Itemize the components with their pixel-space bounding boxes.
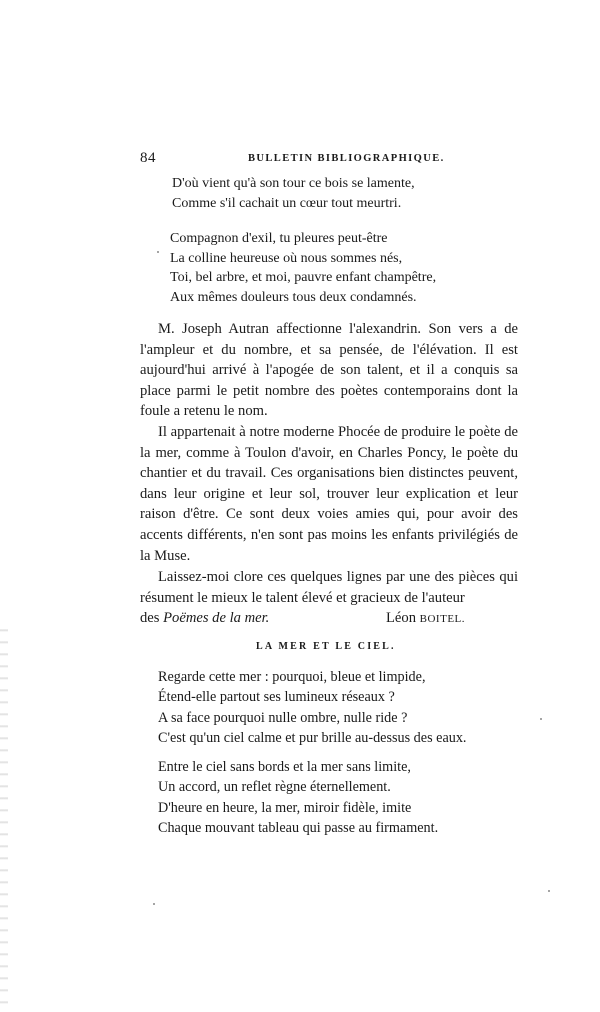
poem-stanza-1	[158, 667, 466, 749]
paragraph-text: M. Joseph Autran affectionne l'alexandrin. Son vers a de l'ampleur et du nombre, et sa pensée, de l'élévation. Il est aujourd'hui arrivé à l'apogée de son talent, et il a conquis sa place parmi le petit nombre des poètes contemporains dont la foule a retenu le nom.	[140, 321, 518, 420]
signature-last-name: BOITEL.	[419, 613, 466, 625]
quoted-poem-stanza-1	[172, 174, 415, 213]
verse-line: D'heure en heure, la mer, miroir fidèle, imite	[158, 799, 412, 816]
journal-title: BULLETIN BIBLIOGRAPHIQUE.	[248, 153, 445, 164]
verse-line: Entre le ciel sans bords et la mer sans limite,	[158, 759, 411, 775]
paragraph-text: Il appartenait à notre moderne Phocée de produire le poète de la mer, comme à Toulon d'avoir, en Charles Poncy, le poète du chantier et du travail. Ces organisations bien distinctes peuvent, dans leur origine et leur sol, trouver leur explication et leur raison d'être. Ce sont deux voies amies qui, pour avoir des accents différents, n'en sont pas moins les enfants privilégiés de la Muse.	[140, 424, 518, 564]
poem-stanza-2	[158, 757, 438, 839]
paragraph-text: Laissez-moi clore ces quelques lignes par une des pièces qui résument le mieux le talent élevé et gracieux de l'auteur	[140, 569, 518, 606]
verse-line: Un accord, un reflet règne éternellement.	[158, 779, 391, 796]
closing-line	[140, 608, 518, 629]
verse-line: A sa face pourquoi nulle ombre, nulle ride ?	[158, 709, 408, 726]
scan-speck	[157, 251, 159, 253]
verse-line: Regarde cette mer : pourquoi, bleue et limpide,	[158, 669, 426, 685]
closing-prefix: des	[140, 610, 160, 626]
verse-line: La colline heureuse où nous sommes nés,	[170, 250, 403, 266]
scan-speck	[540, 718, 542, 720]
scan-edge-noise	[0, 620, 8, 1010]
verse-line: Compagnon d'exil, tu pleures peut-être	[170, 231, 388, 246]
page-number: 84	[140, 150, 156, 166]
author-signature	[386, 608, 465, 630]
scan-speck	[153, 903, 155, 905]
review-paragraph-2	[140, 422, 518, 566]
verse-line: D'où vient qu'à son tour ce bois se lamente,	[172, 176, 415, 191]
verse-line: C'est qu'un ciel calme et pur brille au-dessus des eaux.	[158, 730, 467, 747]
verse-line: Chaque mouvant tableau qui passe au firmament.	[158, 820, 439, 837]
works-title: Poëmes de la mer.	[163, 610, 270, 626]
poem-title: LA MER ET LE CIEL.	[256, 641, 396, 652]
signature-first-name: Léon	[386, 610, 416, 626]
scan-speck	[548, 890, 550, 892]
verse-line: Comme s'il cachait un cœur tout meurtri.	[172, 195, 402, 211]
review-paragraph-3	[140, 567, 518, 608]
running-head	[140, 150, 518, 170]
verse-line: Toi, bel arbre, et moi, pauvre enfant champêtre,	[170, 270, 437, 285]
quoted-poem-stanza-2	[170, 229, 436, 307]
review-paragraph-1	[140, 319, 518, 422]
verse-line: Aux mêmes douleurs tous deux condamnés.	[170, 289, 417, 305]
verse-line: Étend-elle partout ses lumineux réseaux ?	[158, 689, 395, 706]
